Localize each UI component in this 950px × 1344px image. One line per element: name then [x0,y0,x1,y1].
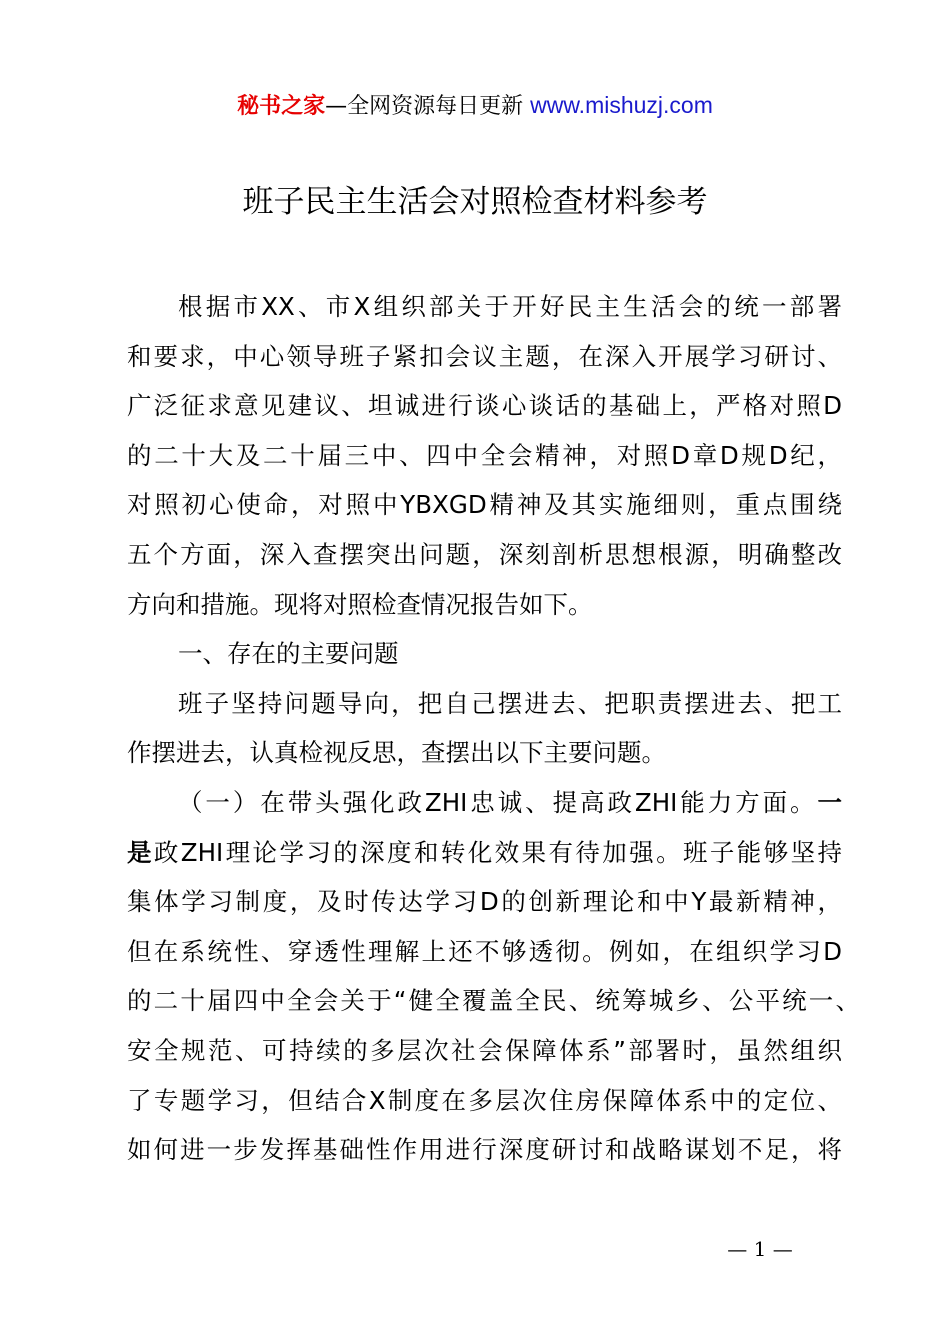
body-line: 广泛征求意见建议、坦诚进行谈心谈话的基础上，严格对照D [127,391,842,421]
body-line [127,828,842,878]
page-number: — 1 — [727,1237,793,1261]
site-tagline: —全网资源每日更新 [325,94,524,119]
body-line: 班子坚持问题导向，把自己摆进去、把职责摆进去、把工 [178,688,842,718]
body-line: 如何进一步发挥基础性作用进行深度研讨和战略谋划不足，将 [127,1135,842,1165]
point-text: 政ZHI理论学习的深度和转化效果有待加强。班子能够坚持 [153,837,842,867]
body-line: 安全规范、可持续的多层次社会保障体系”部署时，虽然组织 [127,1035,842,1065]
point-marker-is: 是 [127,837,154,867]
site-url-link[interactable]: www.mishuzj.com [530,92,713,118]
site-brand: 秘书之家 [237,94,326,119]
body-line: 但在系统性、穿透性理解上还不够透彻。例如，在组织学习D [127,936,842,966]
body-line: 对照初心使命，对照中YBXGD精神及其实施细则，重点围绕 [127,490,842,520]
body-line: 和要求，中心领导班子紧扣会议主题，在深入开展学习研讨、 [127,341,842,371]
site-header [0,90,950,122]
body-line: 的二十大及二十届三中、四中全会精神，对照D章D规D纪， [127,440,842,470]
body-line: 了专题学习，但结合X制度在多层次住房保障体系中的定位、 [127,1085,842,1115]
subsection-heading: （一）在带头强化政ZHI忠诚、提高政ZHI能力方面。 [178,787,818,817]
body-line: 集体学习制度，及时传达学习D的创新理论和中Y最新精神， [127,887,842,917]
subsection-heading-line [127,778,842,828]
body-line: 作摆进去，认真检视反思，查摆出以下主要问题。 [127,738,666,768]
document-title: 班子民主生活会对照检查材料参考 [242,184,708,220]
body-line: 根据市XX、市X组织部关于开好民主生活会的统一部署 [178,292,842,321]
body-line: 方向和措施。现将对照检查情况报告如下。 [127,589,593,619]
body-line: 五个方面，深入查摆突出问题，深刻剖析思想根源，明确整改 [127,539,842,569]
document-body [127,282,860,1175]
body-line: 的二十届四中全会关于“健全覆盖全民、统筹城乡、公平统一、 [127,986,860,1016]
section-heading: 一、存在的主要问题 [178,639,399,669]
point-marker-first: 一 [817,787,842,817]
